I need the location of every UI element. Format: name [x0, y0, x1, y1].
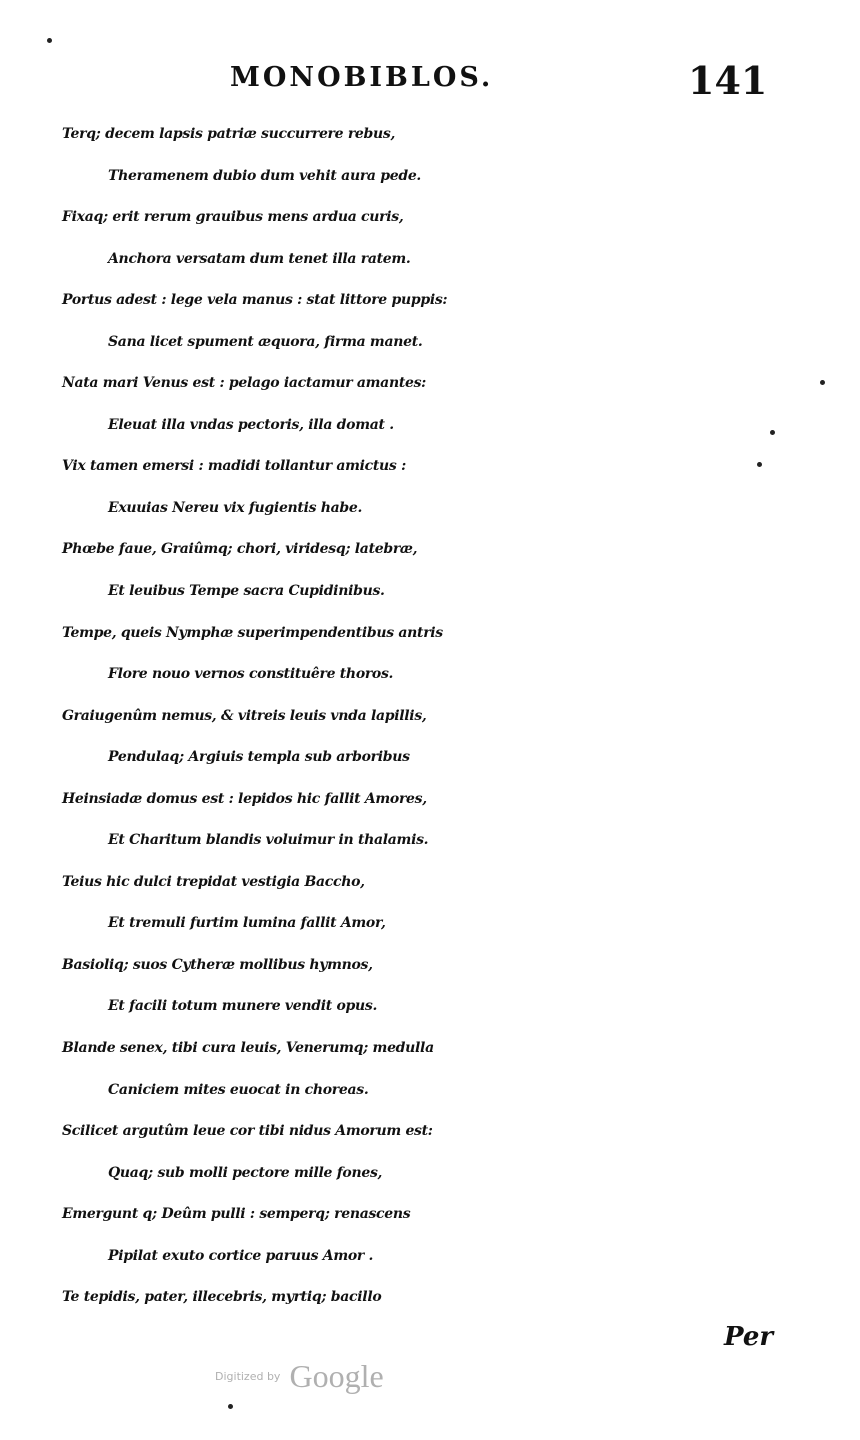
- verse-line: Tempe, queis Nymphæ superimpendentibus antris: [62, 624, 443, 641]
- verse-line: Emergunt q; Deûm pulli : semperq; renascens: [62, 1206, 411, 1223]
- verse-line: Et Charitum blandis voluimur in thalamis.: [108, 832, 429, 849]
- verse-line: Caniciem mites euocat in choreas.: [108, 1081, 369, 1098]
- verse-line: Exuuias Nereu vix fugientis habe.: [108, 499, 363, 516]
- verse-line: Blande senex, tibi cura leuis, Venerumq; medulla: [62, 1040, 434, 1057]
- verse-line: Et facili totum munere vendit opus.: [108, 998, 378, 1015]
- verse-line: Et leuibus Tempe sacra Cupidinibus.: [108, 583, 385, 600]
- verse-line: Heinsiadæ domus est : lepidos hic fallit Amores,: [62, 790, 427, 807]
- verse-line: Theramenem dubio dum vehit aura pede.: [108, 167, 422, 184]
- verse-line: Pipilat exuto cortice paruus Amor .: [108, 1247, 374, 1264]
- verse-line: Terq; decem lapsis patriæ succurrere rebus,: [62, 126, 396, 142]
- ink-speck: [770, 430, 775, 435]
- verse-line: Sana licet spument æquora, firma manet.: [108, 333, 423, 350]
- running-title: MONOBIBLOS.: [230, 62, 494, 93]
- verse-line: Nata mari Venus est : pelago iactamur amantes:: [62, 375, 427, 392]
- verse-line: Pendulaq; Argiuis templa sub arboribus: [108, 749, 410, 766]
- verse-line: Vix tamen emersi : madidi tollantur amictus :: [62, 458, 406, 475]
- verse-line: Scilicet argutûm leue cor tibi nidus Amorum est:: [62, 1123, 433, 1140]
- watermark-prefix: Digitized by: [215, 1370, 281, 1383]
- verse-line: Te tepidis, pater, illecebris, myrtiq; bacillo: [62, 1289, 382, 1306]
- google-logo: Google: [289, 1358, 384, 1394]
- verse-line: Phœbe faue, Graiûmq; chori, viridesq; latebræ,: [62, 541, 418, 558]
- verse-line: Eleuat illa vndas pectoris, illa domat .: [108, 416, 394, 433]
- ink-speck: [757, 462, 762, 467]
- digitized-watermark: [215, 1358, 384, 1395]
- poem-text: [0, 114, 860, 1319]
- verse-line: Basioliq; suos Cytheræ mollibus hymnos,: [62, 956, 373, 973]
- verse-line: Graiugenûm nemus, & vitreis leuis vnda lapillis,: [62, 707, 427, 724]
- verse-line: Fixaq; erit rerum grauibus mens ardua curis,: [62, 209, 404, 226]
- verse-line: Quaq; sub molli pectore mille fones,: [108, 1164, 383, 1181]
- verse-line: Teius hic dulci trepidat vestigia Baccho,: [62, 873, 365, 890]
- catchword: Per: [724, 1322, 774, 1352]
- verse-line: Flore nouo vernos constituêre thoros.: [108, 666, 394, 683]
- page-number: 141: [688, 58, 768, 103]
- verse-line: Anchora versatam dum tenet illa ratem.: [108, 250, 411, 267]
- ink-speck: [820, 380, 825, 385]
- verse-line: Portus adest : lege vela manus : stat littore puppis:: [62, 292, 448, 309]
- verse-line: Et tremuli furtim lumina fallit Amor,: [108, 915, 386, 932]
- ink-speck: [47, 38, 52, 43]
- ink-speck: [228, 1404, 233, 1409]
